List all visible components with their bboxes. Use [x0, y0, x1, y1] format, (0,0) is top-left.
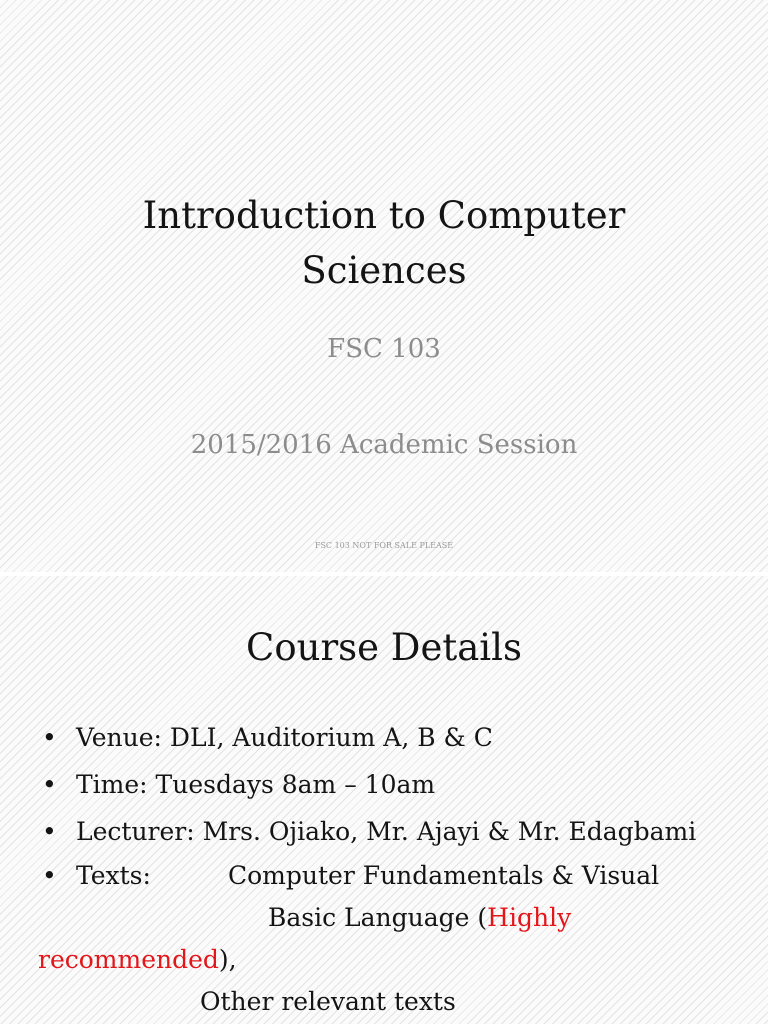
highly-highlight: Highly	[487, 903, 572, 932]
course-details-heading: Course Details	[246, 626, 522, 669]
slide-course-details	[0, 576, 768, 1024]
bullet-venue	[38, 714, 758, 761]
other-texts: Other relevant texts	[200, 987, 456, 1016]
bullet-lecturer	[38, 808, 758, 855]
texts-label: Texts:	[76, 861, 151, 890]
bullet-time	[38, 761, 758, 808]
slide-title-heading	[0, 188, 768, 298]
recommended-highlight: recommended	[38, 945, 219, 974]
texts-line-2	[38, 897, 758, 939]
texts-line-4	[38, 981, 758, 1023]
bullet-dot-icon: •	[42, 861, 57, 890]
course-code: FSC 103	[327, 334, 441, 364]
bullet-dot-icon: •	[42, 817, 57, 846]
bullet-texts	[38, 855, 758, 897]
texts-line-3-suffix: ),	[218, 945, 237, 974]
title-line-2: Sciences	[301, 249, 467, 292]
bullet-dot-icon: •	[42, 723, 57, 752]
title-line-1: Introduction to Computer	[142, 194, 626, 237]
bullet-dot-icon: •	[42, 770, 57, 799]
lecturer-text: Lecturer: Mrs. Ojiako, Mr. Ajayi & Mr. Edagbami	[76, 817, 697, 846]
time-text: Time: Tuesdays 8am – 10am	[76, 770, 436, 799]
course-details-list	[38, 714, 758, 1023]
slide-footer: FSC 103 NOT FOR SALE PLEASE	[314, 541, 454, 550]
texts-line-2-prefix: Basic Language (	[268, 903, 488, 932]
academic-session: 2015/2016 Academic Session	[190, 430, 578, 460]
texts-line-3	[38, 939, 758, 981]
texts-line-1: Computer Fundamentals & Visual	[228, 861, 660, 890]
venue-text: Venue: DLI, Auditorium A, B & C	[76, 723, 493, 752]
